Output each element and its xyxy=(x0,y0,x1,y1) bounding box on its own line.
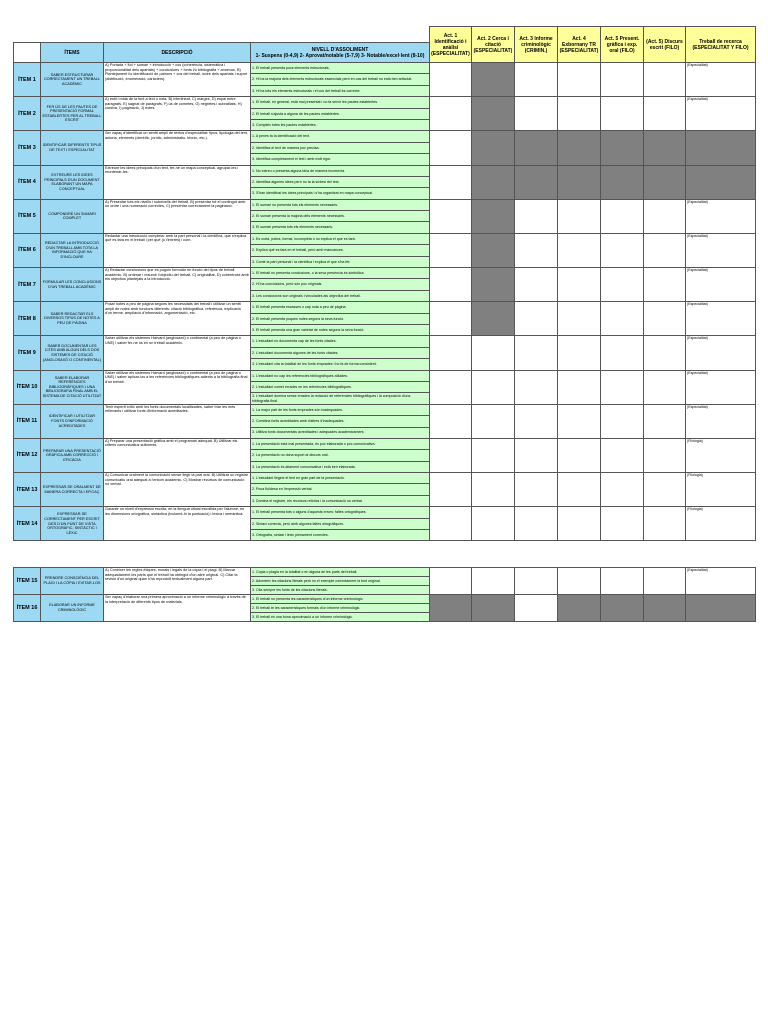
grade-cell[interactable] xyxy=(472,568,515,595)
item-description: A) Preparar una presentació gràfica amb el programari adequat. B) Utilitzar els criteris comunicatius suficients. xyxy=(104,438,251,472)
grade-cell xyxy=(601,165,644,199)
assessment-note-cell[interactable]: (Especialitat) xyxy=(686,336,756,370)
grade-cell[interactable] xyxy=(601,336,644,370)
level-descriptor: 2. Explica què es farà en el treball, però amb mancances. xyxy=(251,245,430,256)
item-name: PRENDRE CONSCIÈNCIA DEL PLAGI I LA CÒPIA I EVITAR-LOS xyxy=(41,568,104,595)
level-descriptor: 3. Domina el registre, els recursos retòrics i la comunicació no verbal. xyxy=(251,495,430,506)
level-descriptor: 3. L'estudiant domina sense errades la redacció de referències bibliogràfiques i la composició d'una bibliografia final. xyxy=(251,393,430,404)
grade-cell[interactable] xyxy=(430,97,472,131)
item-name: FORMULAR LES CONCLUSIONS D'UN TREBALL ACADÈMIC xyxy=(41,268,104,302)
level-descriptor: 2. Combina fonts acreditades amb d'altres d'inadequades. xyxy=(251,416,430,427)
grade-cell[interactable] xyxy=(601,404,644,438)
item-number: ÍTEM 12 xyxy=(14,438,41,472)
grade-cell[interactable] xyxy=(558,233,601,267)
grade-cell[interactable] xyxy=(472,404,515,438)
grade-cell[interactable] xyxy=(430,233,472,267)
grade-cell[interactable] xyxy=(515,302,558,336)
level-descriptor: 1. L'estudiant llegeix el text en gran part de la presentació. xyxy=(251,473,430,484)
grade-cell[interactable] xyxy=(558,404,601,438)
grade-cell[interactable] xyxy=(644,438,686,472)
item-description: Ser capaç d'elaborar una primera aproximació a un informe criminològic a través de la interpretació de diferents tipus de materials. xyxy=(104,595,251,622)
level-row xyxy=(14,438,756,449)
grade-cell[interactable] xyxy=(472,438,515,472)
assessment-note-cell[interactable]: (Especialitat) xyxy=(686,370,756,404)
level-descriptor: 1. El treball, en general, està mal presentat i no fa servir les pautes establertes. xyxy=(251,97,430,108)
item-name: IDENTIFICAR I UTILITZAR FONTS D'INFORMACIÓ ACREDITADES xyxy=(41,404,104,438)
act-header: Act. 4 Exbornany TR (ESPECIALITAT) xyxy=(558,27,601,63)
grade-cell[interactable] xyxy=(515,568,558,595)
grade-cell[interactable] xyxy=(601,233,644,267)
act-header: Treball de recerca (ESPECIALITAT Y FILO) xyxy=(686,27,756,63)
item-number: ÍTEM 5 xyxy=(14,199,41,233)
levels-header xyxy=(251,43,430,63)
grade-cell[interactable] xyxy=(558,370,601,404)
item-number: ÍTEM 13 xyxy=(14,473,41,507)
grade-cell[interactable] xyxy=(472,370,515,404)
grade-cell xyxy=(515,131,558,165)
item-number: ÍTEM 3 xyxy=(14,131,41,165)
act-header: Act. 3 Informe criminològic (CRIMIN.) xyxy=(515,27,558,63)
level-descriptor: 1. Copia o plagia en la totalitat o en alguna de les parts del treball. xyxy=(251,568,430,577)
grade-cell[interactable] xyxy=(644,473,686,507)
item-description: Saber utilitzar els sistemes Harvard (anglosaxó) o continental (a peu de pàgina o UNE) i saber aplicar-los a les referències bibliogràfiques adients a la bibliografia final d'un treball. xyxy=(104,370,251,404)
grade-cell[interactable] xyxy=(558,302,601,336)
items-body-continued xyxy=(14,568,756,622)
level-row xyxy=(14,165,756,176)
level-descriptor: 3. Identifica completament el text i amb molt rigor. xyxy=(251,154,430,165)
level-descriptor: 3. S'han identificat les idees principals i s'ha organitzat en mapa conceptual. xyxy=(251,188,430,199)
header-spacer xyxy=(14,27,430,43)
grade-cell xyxy=(472,233,515,267)
assessment-note-cell[interactable]: (Filologia) xyxy=(686,438,756,472)
grade-cell[interactable] xyxy=(558,97,601,131)
act-header: Act. 1 Identificació i anàlisi (ESPECIALITAT) xyxy=(430,27,472,63)
assessment-note-cell[interactable]: (Filologia) xyxy=(686,507,756,541)
level-descriptor: 1. La major part de les fonts emprades són inadequades. xyxy=(251,404,430,415)
item-number: ÍTEM 10 xyxy=(14,370,41,404)
grade-cell xyxy=(644,131,686,165)
grade-cell[interactable] xyxy=(601,199,644,233)
level-descriptor: 3. Utilitza fonts documentals acreditades i adequades acadèmicament. xyxy=(251,427,430,438)
item-name: ELABORAR UN INFORME CRIMINOLÒGIC xyxy=(41,595,104,622)
header-corner xyxy=(14,43,41,63)
grade-cell[interactable] xyxy=(644,97,686,131)
level-row xyxy=(14,595,756,604)
item-description: Ser capaç d'identificar un sentit ampli de textos d'especialitat: tipus, tipologia del text, autoria, elements (científic, jurídic, administratiu, tècnic, etc.). xyxy=(104,131,251,165)
assessment-note-cell[interactable]: (Especialitat) xyxy=(686,302,756,336)
grade-cell xyxy=(472,63,515,97)
rubric-table xyxy=(13,26,756,541)
item-description: A) Conèixer les regles ètiques, morals i legals de la còpia i el plagi. B) Marcar adequadament les parts que el treball ha obtingut d'un altre original. C) Citar la revisió d'un original quan s'ha reproduït textualment alguna part. xyxy=(104,568,251,595)
item-description: A) estil i mida de la font a text o nota. B) interlineat, C) marges, D) espai entre paràgrafs, E) sagnat de paràgrafs, F) ús de cometes, G) negretes i subratllats, H) cursiva, I) paginació, J) notes. xyxy=(104,97,251,131)
item-description: Garantir un nivell d'expressió escrita, en la llengua oficial escollida per l'alumne, en les dimensions ortogràfica, sintàctica (incloent-hi la puntuació) i lèxica i semàntica. xyxy=(104,507,251,541)
level-descriptor: 3. Ortografia, sintaxi i lèxic plenament correctes. xyxy=(251,530,430,541)
assessment-note-cell xyxy=(686,165,756,199)
item-number: ÍTEM 4 xyxy=(14,165,41,199)
grade-cell[interactable] xyxy=(644,268,686,302)
item-name: FER ÚS DE LES PAUTES DE PRESENTACIÓ FORMAL ESTABLERTES PER AL TREBALL ESCRIT xyxy=(41,97,104,131)
grade-cell[interactable] xyxy=(515,63,558,97)
grade-cell xyxy=(558,131,601,165)
level-descriptor: 1. L'estudiant no documenta cap de les fonts citades. xyxy=(251,336,430,347)
grade-cell xyxy=(558,595,601,622)
rubric-table-continued xyxy=(13,567,756,622)
level-descriptor: 2. Identifica el text de manera poc precisa. xyxy=(251,142,430,153)
grade-cell[interactable] xyxy=(601,473,644,507)
grade-cell[interactable] xyxy=(515,97,558,131)
item-name: SABER ESTRUCTURAR CORRECTAMENT UN TREBALL ACADÈMIC xyxy=(41,63,104,97)
item-description: A) Redactar conclusions que es puguin formular en funció del tipus de treball acadèmic. B) ordenar i resumir l'objectiu del treball, C) originalitat, D) coherència amb els objectius plantejats a la introducció. xyxy=(104,268,251,302)
level-descriptor: 3. L'estudiant cita la totalitat de les fonts emprades i ho fa de forma consistent. xyxy=(251,359,430,370)
grade-cell[interactable] xyxy=(558,473,601,507)
grade-cell[interactable] xyxy=(430,336,472,370)
grade-cell[interactable] xyxy=(430,438,472,472)
items-header: ÍTEMS xyxy=(41,43,104,63)
grade-cell xyxy=(430,595,472,622)
grade-cell xyxy=(515,165,558,199)
grade-cell xyxy=(644,595,686,622)
level-descriptor: 2. Hi ha conclusions, però són poc originals. xyxy=(251,279,430,290)
grade-cell[interactable] xyxy=(430,568,472,595)
item-name: SABER REDACTAR ELS DIVERSOS TIPUS DE NOTES A PEU DE PÀGINA xyxy=(41,302,104,336)
level-descriptor: 1. El treball presenta escasses o cap nota a peu de pàgina. xyxy=(251,302,430,313)
level-descriptor: 2. Adverteix les citacions literals però no el exemple correctament la font original. xyxy=(251,577,430,586)
grade-cell[interactable] xyxy=(515,507,558,541)
item-name: COMPONDRE UN SUMARI COMPLET xyxy=(41,199,104,233)
grade-cell[interactable] xyxy=(430,370,472,404)
item-description: A) Comunicar oralment la comunicació sense llegir la part oral. B) Utilitzar un registre comunicatiu oral adequat a l'entorn acadèmic. C) Mostrar recursos de comunicació no verbal. xyxy=(104,473,251,507)
level-descriptor: 2. L'estudiant comet errades en les referències bibliogràfiques. xyxy=(251,381,430,392)
level-row xyxy=(14,507,756,518)
grade-cell[interactable] xyxy=(430,268,472,302)
grade-cell[interactable] xyxy=(515,199,558,233)
grade-cell[interactable] xyxy=(644,404,686,438)
grade-cell[interactable] xyxy=(515,595,558,622)
level-row xyxy=(14,268,756,279)
grade-cell[interactable] xyxy=(644,336,686,370)
grade-cell[interactable] xyxy=(430,302,472,336)
levels-title: NIVELL D'ASSOLIMENT xyxy=(311,46,369,53)
item-number: ÍTEM 9 xyxy=(14,336,41,370)
level-descriptor: 2. La presentació no dona suport al discurs oral. xyxy=(251,450,430,461)
level-descriptor: 2. El sumari presenta la majoria dels elements necessaris. xyxy=(251,211,430,222)
assessment-note-cell[interactable]: (Especialitat) xyxy=(686,199,756,233)
level-descriptor: 1. No extreu o presenta alguna idea de manera incorrecta. xyxy=(251,165,430,176)
item-name: REDACTAR LA INTRODUCCIÓ D'UN TREBALL AMB TOTA LA INFORMACIÓ QUE HA D'INCLOURE xyxy=(41,233,104,267)
item-number: ÍTEM 14 xyxy=(14,507,41,541)
grade-cell[interactable] xyxy=(601,268,644,302)
assessment-note-cell[interactable]: (Filologia) xyxy=(686,473,756,507)
assessment-note-cell[interactable]: (Especialitat) xyxy=(686,63,756,97)
item-description: Saber utilitzar els sistemes Harvard (anglosaxó) o continental (a peu de pàgina o UNE) i saber fer-ne ús en un treball acadèmic. xyxy=(104,336,251,370)
item-description: Extreure les idees principals d'un text, fer-ne un mapa conceptual, agrupar-les i reordenar-les. xyxy=(104,165,251,199)
act-header: Act. 5 Present. gràfica i exp. oral (FILO) xyxy=(601,27,644,63)
assessment-note-cell[interactable]: (Especialitat) xyxy=(686,268,756,302)
grade-cell[interactable] xyxy=(430,165,472,199)
level-row xyxy=(14,131,756,142)
level-descriptor: 3. Cita sempre les fonts de les citacions literals. xyxy=(251,586,430,595)
grade-cell[interactable] xyxy=(644,302,686,336)
grade-cell[interactable] xyxy=(558,199,601,233)
grade-cell[interactable] xyxy=(601,438,644,472)
grade-cell[interactable] xyxy=(430,131,472,165)
grade-cell xyxy=(601,595,644,622)
levels-scale: 1- Suspens (0-4,9) 2- Aprovat/notable (5-7,9) 3- Notable/excel·lent (8-10) xyxy=(255,52,425,59)
grade-cell xyxy=(472,302,515,336)
item-number: ÍTEM 2 xyxy=(14,97,41,131)
grade-cell[interactable] xyxy=(472,336,515,370)
item-description: A) Portada + Ítol + sumari + introducció + cos (coherència, sistemàtica i proporcionalitat dels apartats) + conclusions + fonts i/o bibliografia + annexos. B) Plantejament i/o identificació de patrons + cos del treball, ordre dels apartats i suport (distribució, enumeració, caràcters). xyxy=(104,63,251,97)
level-row xyxy=(14,336,756,347)
grade-cell xyxy=(472,595,515,622)
grade-cell[interactable] xyxy=(472,473,515,507)
item-name: SABER DOCUMENTAR LES CITES AMB ALGUN DELS DOS SISTEMES DE CITACIÓ (ANGLOSAXÓ O CONTINENTAL) xyxy=(41,336,104,370)
grade-cell[interactable] xyxy=(558,438,601,472)
level-descriptor: 3. Compleix totes les pautes establertes. xyxy=(251,119,430,130)
assessment-note-cell xyxy=(686,131,756,165)
item-number: ÍTEM 6 xyxy=(14,233,41,267)
level-descriptor: 3. Conté la part personal i la científica i explica el que s'ha fet. xyxy=(251,256,430,267)
level-descriptor: 3. El treball és una bona aproximació a un informe criminològic. xyxy=(251,613,430,622)
item-number: ÍTEM 15 xyxy=(14,568,41,595)
item-name: SABER ELABORAR REFERÈNCIES BIBLIOGRÀFIQUES I UNA BIBLIOGRAFIA FINAL AMB EL SISTEMA DE CITACIÓ UTILITZAT xyxy=(41,370,104,404)
level-row xyxy=(14,233,756,244)
grade-cell[interactable] xyxy=(430,199,472,233)
grade-cell[interactable] xyxy=(558,507,601,541)
grade-cell[interactable] xyxy=(601,370,644,404)
level-descriptor: 1. El treball no presenta conclusions, o la seva presència és simbòlica. xyxy=(251,268,430,279)
grade-cell[interactable] xyxy=(430,507,472,541)
level-descriptor: 2. Hi ha la majoria dels elements estructurals essencials però en cas del treball no està ben articulat. xyxy=(251,74,430,85)
grade-cell xyxy=(601,131,644,165)
grade-cell[interactable] xyxy=(644,63,686,97)
grade-cell[interactable] xyxy=(644,568,686,595)
item-number: ÍTEM 11 xyxy=(14,404,41,438)
grade-cell[interactable] xyxy=(644,233,686,267)
grade-cell[interactable] xyxy=(601,97,644,131)
assessment-note-cell[interactable]: (Especialitat) xyxy=(686,97,756,131)
level-row xyxy=(14,404,756,415)
assessment-note-cell[interactable]: (Especialitat) xyxy=(686,404,756,438)
level-row xyxy=(14,97,756,108)
description-header: DESCRIPCIÓ xyxy=(104,43,251,63)
grade-cell[interactable] xyxy=(558,268,601,302)
grade-cell[interactable] xyxy=(558,63,601,97)
grade-cell xyxy=(472,97,515,131)
item-name: PREPARAR UNA PRESENTACIÓ GRÀFICA AMB CORRECCIÓ I EFICÀCIA xyxy=(41,438,104,472)
level-row xyxy=(14,568,756,577)
level-descriptor: 1. El treball presenta tots o alguns d'aquests errors: faltes ortogràfiques. xyxy=(251,507,430,518)
grade-cell[interactable] xyxy=(558,336,601,370)
level-descriptor: 2. L'estudiant documenta algunes de les fonts citades. xyxy=(251,347,430,358)
level-descriptor: 2. El treball presenta poques notes segons la seva funció. xyxy=(251,313,430,324)
grade-cell[interactable] xyxy=(644,199,686,233)
grade-cell[interactable] xyxy=(515,268,558,302)
level-row xyxy=(14,63,756,74)
grade-cell[interactable] xyxy=(515,473,558,507)
items-body xyxy=(14,63,756,541)
grade-cell[interactable] xyxy=(601,302,644,336)
grade-cell[interactable] xyxy=(515,370,558,404)
act-header: Act. 2 Cerca i citació (ESPECIALITAT) xyxy=(472,27,515,63)
item-name: IDENTIFICAR DIFERENTS TIPUS DE TEXT I ESPECIALITAT xyxy=(41,131,104,165)
level-descriptor: 1. A penes fa la identificació del text. xyxy=(251,131,430,142)
assessment-note-cell xyxy=(686,595,756,622)
level-descriptor: 2. Poca fluïdesa en l'expressió verbal. xyxy=(251,484,430,495)
level-descriptor: 3. El sumari presenta tots els elements necessaris. xyxy=(251,222,430,233)
grade-cell xyxy=(472,165,515,199)
item-description: Redactar una introducció completa: amb la part personal i la científica, que s'explica què es farà en el treball i per què (o l'interès) i com. xyxy=(104,233,251,267)
level-descriptor: 1. El sumari no presenta tots els elements necessaris. xyxy=(251,199,430,210)
grade-cell xyxy=(644,165,686,199)
item-name: EXPRESSAR-SE CORRECTAMENT PER ESCRIT DES D'UN PUNT DE VISTA ORTOGRÀFIC, SINTÀCTIC I LÈXIC xyxy=(41,507,104,541)
level-descriptor: 3. Hi ha tots els elements estructurals i el cos del treball és correcte. xyxy=(251,85,430,96)
item-name: EXTREURE LES IDEES PRINCIPALS D'UN DOCUMENT ELABORANT UN MAPA CONCEPTUAL xyxy=(41,165,104,199)
act-header: (Act. 5) Discurs escrit (FILO) xyxy=(644,27,686,63)
grade-cell[interactable] xyxy=(644,507,686,541)
grade-cell xyxy=(472,131,515,165)
level-descriptor: 1. L'estudiant no cap les referències bibliogràfiques aïllades. xyxy=(251,370,430,381)
item-description: Tenir esperit crític amb les fonts documentals localitzades, saber triar les més rellevants i utilitzar fonts d'informació acreditades. xyxy=(104,404,251,438)
assessment-note-cell[interactable]: (Especialitat) xyxy=(686,568,756,595)
level-descriptor: 1. El treball presenta pocs elements estructurals. xyxy=(251,63,430,74)
item-description: A) Presentar tots els nivells i subnivells del treball. B) presentar tot el contingut amb un ordre i una numeració correctes, C) presentar correctament la paginació. xyxy=(104,199,251,233)
item-name: EXPRESSAR-SE ORALMENT DE MANERA CORRECTA I EFICAÇ xyxy=(41,473,104,507)
grade-cell[interactable] xyxy=(644,370,686,404)
grade-cell[interactable] xyxy=(601,507,644,541)
grade-cell xyxy=(558,165,601,199)
item-number: ÍTEM 7 xyxy=(14,268,41,302)
item-number: ÍTEM 1 xyxy=(14,63,41,97)
item-description: Posar notes a peu de pàgina segons les necessitats del treball i utilitzar un sentit ampli de notes amb funcions diferents: citació bibliogràfica, referència, explicació d'un terme, ampliació d'informació, argumentació, etc. xyxy=(104,302,251,336)
level-row xyxy=(14,370,756,381)
grade-cell[interactable] xyxy=(601,63,644,97)
level-descriptor: 3. El treball presenta una gran varietat de notes segons la seva funció. xyxy=(251,324,430,335)
grade-cell[interactable] xyxy=(430,63,472,97)
level-descriptor: 1. La presentació està mal presentada, és poc elaborada o poc comunicativa. xyxy=(251,438,430,449)
grade-cell xyxy=(472,268,515,302)
grade-cell[interactable] xyxy=(515,233,558,267)
grade-cell xyxy=(472,199,515,233)
grade-cell[interactable] xyxy=(601,568,644,595)
grade-cell[interactable] xyxy=(515,404,558,438)
item-number: ÍTEM 8 xyxy=(14,302,41,336)
level-descriptor: 3. Les conclusions son originals i vinculades als objectius del treball. xyxy=(251,290,430,301)
grade-cell[interactable] xyxy=(558,568,601,595)
level-descriptor: 2. Sintaxi correcta, però amb algunes faltes ortogràfiques. xyxy=(251,518,430,529)
grade-cell[interactable] xyxy=(515,336,558,370)
level-descriptor: 3. La presentació és altament comunicativa i està ben elaborada. xyxy=(251,461,430,472)
grade-cell[interactable] xyxy=(472,507,515,541)
level-descriptor: 1. El treball no presenta les característiques d'un informe criminològic. xyxy=(251,595,430,604)
grade-cell[interactable] xyxy=(430,404,472,438)
level-row xyxy=(14,302,756,313)
level-descriptor: 2. El treball té les característiques formals d'un informe criminològic. xyxy=(251,604,430,613)
assessment-note-cell[interactable]: (Especialitat) xyxy=(686,233,756,267)
level-row xyxy=(14,473,756,484)
level-descriptor: 2. Identifica algunes idees però no fa la síntesi del text. xyxy=(251,176,430,187)
grade-cell[interactable] xyxy=(515,438,558,472)
level-descriptor: 1. Es curta, pobra, formal, incompleta o no explica el que es farà. xyxy=(251,233,430,244)
grade-cell[interactable] xyxy=(430,473,472,507)
level-row xyxy=(14,199,756,210)
level-descriptor: 2. El treball s'ajusta a alguna de les pautes establertes. xyxy=(251,108,430,119)
item-number: ÍTEM 16 xyxy=(14,595,41,622)
